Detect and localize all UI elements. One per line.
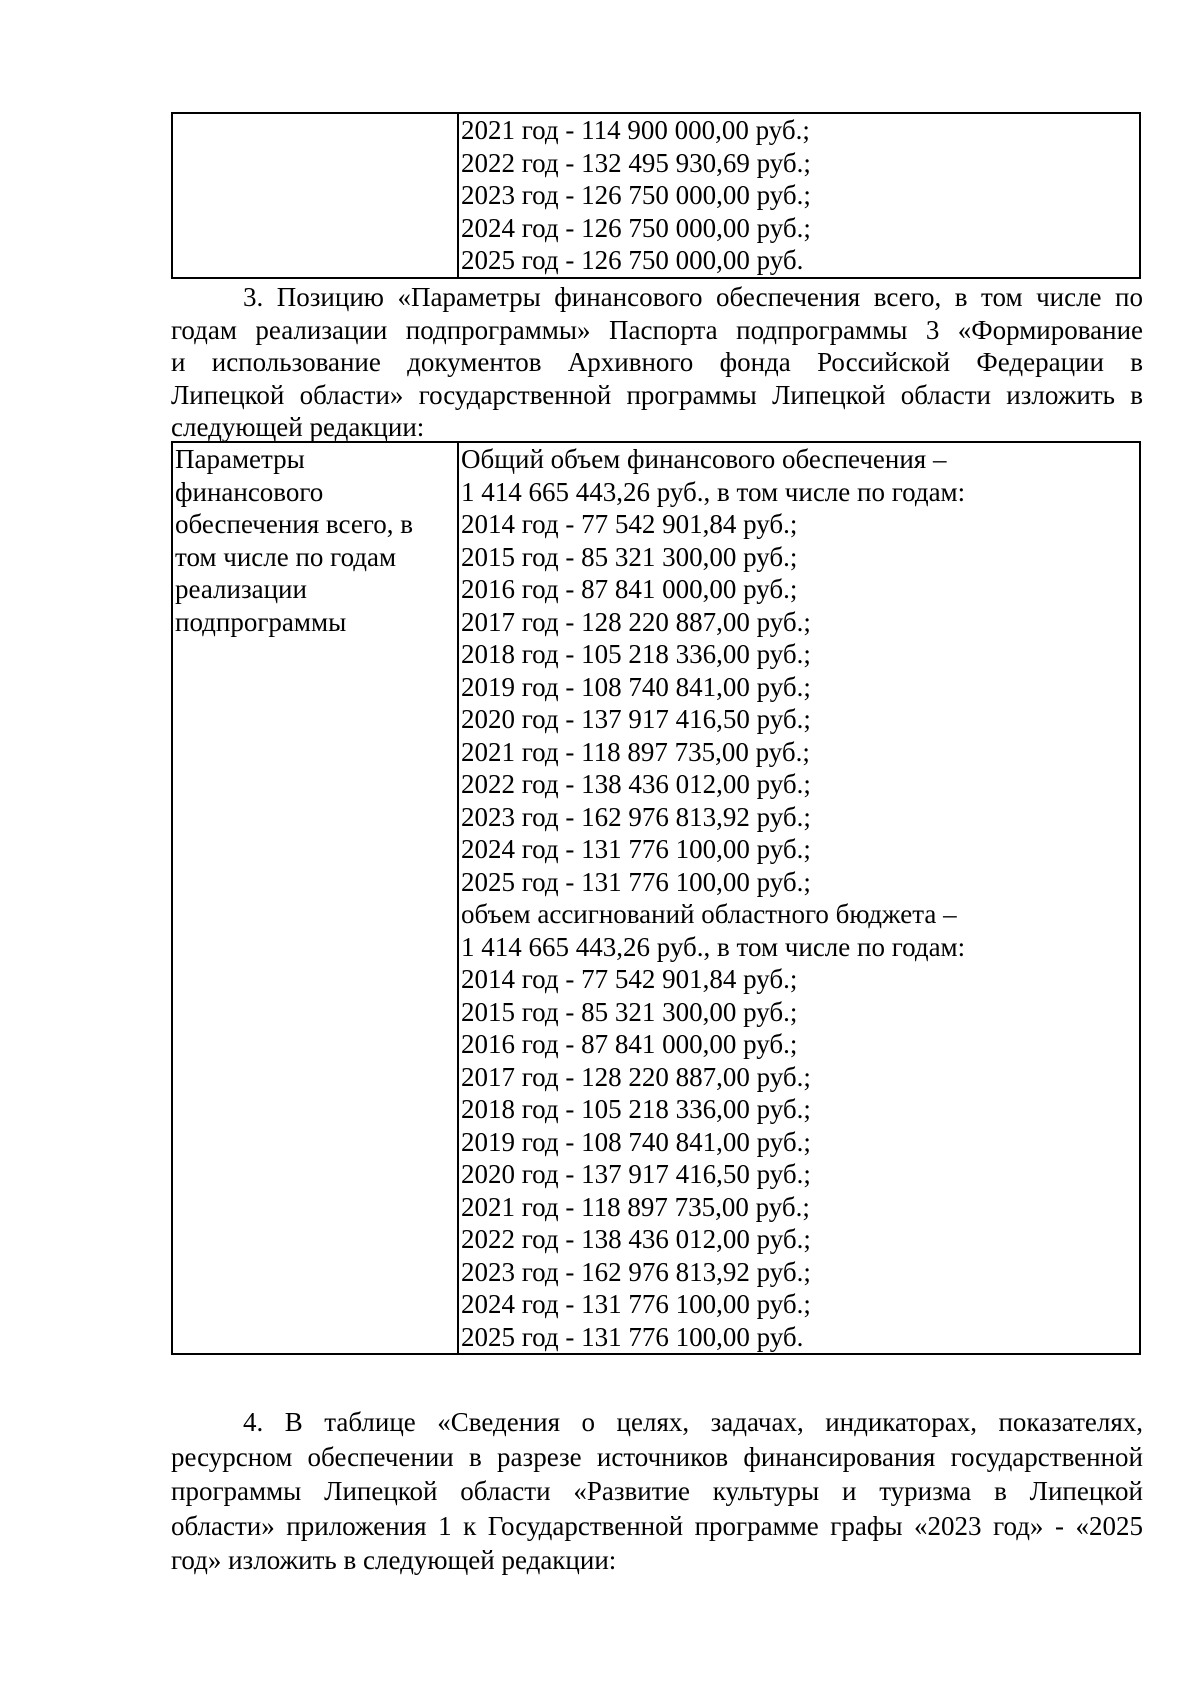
table-line: 2016 год - 87 841 000,00 руб.; [461, 1029, 798, 1059]
top-table-left-cell [172, 113, 458, 278]
paragraph-line: ресурсном обеспечении в разрезе источников финансирования государственной [171, 1441, 1143, 1472]
top-table [171, 112, 1141, 279]
table-line: 2021 год - 118 897 735,00 руб.; [461, 736, 810, 767]
top-table-right-cell [458, 113, 1140, 278]
table-line: 2024 год - 131 776 100,00 руб.; [461, 1289, 811, 1319]
table-line: 2019 год - 108 740 841,00 руб.; [461, 671, 811, 702]
table-line: 2024 год - 126 750 000,00 руб.; [461, 212, 811, 243]
table-line: 2018 год - 105 218 336,00 руб.; [461, 639, 811, 669]
table-line: 2015 год - 85 321 300,00 руб.; [461, 996, 798, 1027]
table-line: 2023 год - 162 976 813,92 руб.; [461, 801, 811, 832]
paragraph-line: год» изложить в следующей редакции: [171, 1545, 617, 1575]
paragraph-line: и использование документов Архивного фонда Российской Федерации в [171, 347, 1143, 377]
table-line: 2023 год - 126 750 000,00 руб.; [461, 180, 811, 210]
table-line: 2014 год - 77 542 901,84 руб.; [461, 964, 798, 994]
table-line: 2022 год - 138 436 012,00 руб.; [461, 1224, 811, 1254]
table-line: 2021 год - 118 897 735,00 руб.; [461, 1191, 810, 1222]
paragraph-line: 3. Позицию «Параметры финансового обеспечения всего, в том числе по [243, 282, 1143, 312]
table-line: 2018 год - 105 218 336,00 руб.; [461, 1094, 811, 1124]
paragraph-line: годам реализации подпрограммы» Паспорта подпрограммы 3 «Формирование [171, 314, 1143, 345]
table-line: объем ассигнований областного бюджета – [461, 899, 957, 929]
paragraph-line: программы Липецкой области «Развитие культуры и туризма в Липецкой [171, 1476, 1143, 1506]
table-row [172, 442, 1140, 1354]
table-line: Общий объем финансового обеспечения – [461, 444, 947, 474]
table-line: 2017 год - 128 220 887,00 руб.; [461, 606, 811, 637]
table-line: реализации [175, 574, 307, 604]
table-line: 2019 год - 108 740 841,00 руб.; [461, 1126, 811, 1157]
table-line: 2024 год - 131 776 100,00 руб.; [461, 834, 811, 864]
table-line: 2023 год - 162 976 813,92 руб.; [461, 1256, 811, 1287]
table-line: финансового [175, 476, 324, 507]
table-line: 1 414 665 443,26 руб., в том числе по годам: [461, 476, 966, 507]
table-line: Параметры [175, 444, 305, 474]
table-row [172, 113, 1140, 278]
main-table-right-cell [458, 442, 1140, 1354]
paragraph-line: 4. В таблице «Сведения о целях, задачах, индикаторах, показателях, [243, 1407, 1143, 1437]
paragraph-line: области» приложения 1 к Государственной программе графы «2023 год» - «2025 [171, 1510, 1143, 1541]
table-line: обеспечения всего, в [175, 509, 413, 539]
table-line: 2025 год - 126 750 000,00 руб. [461, 245, 804, 275]
table-line: подпрограммы [175, 606, 347, 637]
table-line: 2020 год - 137 917 416,50 руб.; [461, 704, 811, 734]
table-line: 2016 год - 87 841 000,00 руб.; [461, 574, 798, 604]
paragraph-4 [171, 1405, 1143, 1578]
table-line: 2020 год - 137 917 416,50 руб.; [461, 1159, 811, 1189]
table-line: 2025 год - 131 776 100,00 руб.; [461, 866, 811, 897]
main-table [171, 441, 1141, 1355]
table-line: 2021 год - 114 900 000,00 руб.; [461, 115, 810, 145]
table-line: 2022 год - 132 495 930,69 руб.; [461, 147, 811, 178]
table-line: 1 414 665 443,26 руб., в том числе по годам: [461, 931, 966, 962]
table-line: 2025 год - 131 776 100,00 руб. [461, 1321, 804, 1352]
table-line: 2014 год - 77 542 901,84 руб.; [461, 509, 798, 539]
paragraph-line: Липецкой области» государственной программы Липецкой области изложить в [171, 379, 1143, 410]
paragraph-3 [171, 281, 1143, 444]
table-line: 2022 год - 138 436 012,00 руб.; [461, 769, 811, 799]
table-line: 2015 год - 85 321 300,00 руб.; [461, 541, 798, 572]
main-table-left-cell [172, 442, 458, 1354]
table-line: том числе по годам [175, 541, 397, 572]
paragraph-line: следующей редакции: [171, 412, 425, 442]
table-line: 2017 год - 128 220 887,00 руб.; [461, 1061, 811, 1092]
